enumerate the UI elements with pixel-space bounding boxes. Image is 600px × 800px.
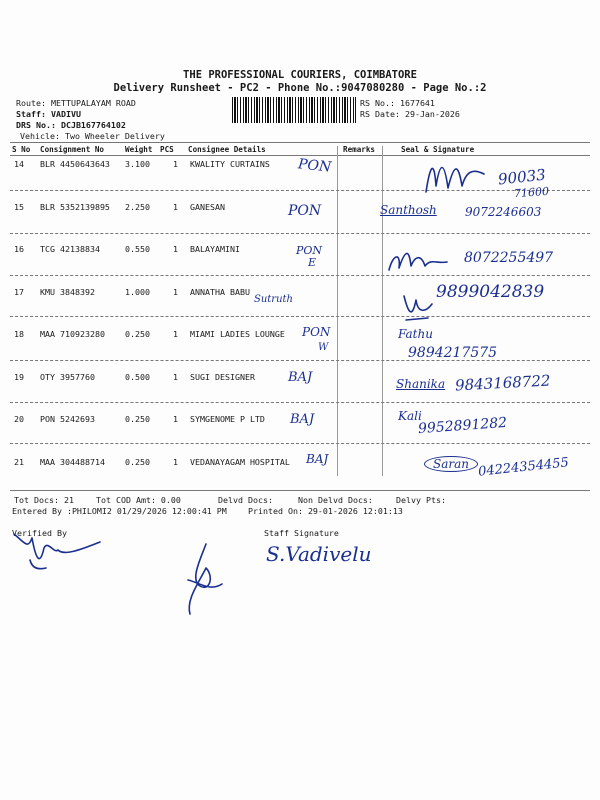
row-pcs: 1	[173, 287, 178, 297]
row-weight: 0.250	[125, 457, 150, 467]
runsheet-barcode	[232, 97, 356, 123]
vehicle: Vehicle: Two Wheeler Delivery	[20, 131, 165, 141]
staff-signature-label: Staff Signature	[264, 528, 339, 538]
row-weight: 1.000	[125, 287, 150, 297]
row-pcs: 1	[173, 244, 178, 254]
hw-r18-sign: Fathu	[398, 327, 433, 341]
hw-r18-phone: 9894217575	[408, 345, 498, 361]
row-pcs: 1	[173, 159, 178, 169]
delivered-docs: Delvd Docs:	[218, 495, 273, 505]
col-consignment: Consignment No	[40, 145, 105, 154]
non-delivered-docs: Non Delvd Docs:	[298, 495, 373, 505]
seal-divider	[382, 146, 383, 476]
verifier-signature	[10, 530, 106, 578]
total-docs: Tot Docs: 21	[14, 495, 74, 505]
row-sno: 17	[14, 287, 24, 297]
row-sno: 21	[14, 457, 24, 467]
col-pcs: PCS	[160, 145, 174, 154]
delivery-points: Delvy Pts:	[396, 495, 446, 505]
col-weight: Weight	[125, 145, 153, 154]
hw-r21-phone: 04224354455	[477, 455, 570, 480]
entered-by: Entered By :PHILOMI2 01/29/2026 12:00:41 PM	[12, 506, 227, 516]
hw-r19-phone: 9843168722	[454, 371, 551, 395]
col-sno: S No	[12, 145, 31, 154]
verified-by-label: Verified By	[12, 528, 67, 538]
row-sno: 14	[14, 159, 24, 169]
hw-r16-code: PON	[296, 244, 323, 257]
row-consignment: MAA 710923280	[40, 329, 105, 339]
row-consignment: MAA 304488714	[40, 457, 105, 467]
row-weight: 3.100	[125, 159, 150, 169]
row-consignee: KWALITY CURTAINS	[190, 159, 270, 169]
hw-r17-phone: 9899042839	[436, 282, 545, 302]
remarks-divider	[337, 146, 338, 476]
col-consignee: Consignee Details	[188, 145, 266, 154]
rs-number: RS No.: 1677641	[360, 98, 435, 108]
runsheet-subtitle: Delivery Runsheet - PC2 - Phone No.:9047080280 - Page No.:2	[113, 82, 487, 94]
row-pcs: 1	[173, 329, 178, 339]
row-consignment: KMU 3848392	[40, 287, 95, 297]
row-pcs: 1	[173, 457, 178, 467]
hw-r14-code: PON	[297, 156, 332, 176]
hw-r18-code: PON	[302, 325, 331, 339]
row-divider	[10, 402, 590, 403]
row-consignee: MIAMI LADIES LOUNGE	[190, 329, 285, 339]
drs-number: DRS No.: DCJB167764102	[16, 120, 126, 130]
hw-r15-sign: Santhosh	[380, 203, 437, 217]
row-sno: 18	[14, 329, 24, 339]
row-pcs: 1	[173, 414, 178, 424]
staff-signature: S.Vadivelu	[266, 542, 372, 566]
signature-r16	[385, 246, 457, 278]
row-consignment: TCG 42138834	[40, 244, 100, 254]
hw-r18-code2: W	[318, 342, 329, 353]
row-weight: 0.500	[125, 372, 150, 382]
hw-r19-sign: Shanika	[396, 377, 446, 391]
hw-r15-phone: 9072246603	[465, 205, 542, 219]
hw-r14-phone-a: 90033	[497, 165, 547, 189]
row-consignee: BALAYAMINI	[190, 244, 240, 254]
row-consignee: ANNATHA BABU	[190, 287, 250, 297]
row-divider	[10, 190, 590, 191]
staff: Staff: VADIVU	[16, 109, 81, 119]
hw-r15-code: PON	[288, 203, 322, 219]
row-consignee: SYMGENOME P LTD	[190, 414, 265, 424]
row-divider	[10, 360, 590, 361]
hw-r16-code2: E	[308, 256, 317, 269]
row-consignee: SUGI DESIGNER	[190, 372, 255, 382]
hw-r20-phone: 9952891282	[417, 414, 508, 438]
hw-r14-phone-b: 71600	[513, 184, 550, 201]
row-divider	[10, 275, 590, 276]
row-weight: 2.250	[125, 202, 150, 212]
rs-date: RS Date: 29-Jan-2026	[360, 109, 460, 119]
row-divider	[10, 443, 590, 444]
row-weight: 0.250	[125, 329, 150, 339]
row-consignee: VEDANAYAGAM HOSPITAL	[190, 457, 290, 467]
row-sno: 19	[14, 372, 24, 382]
row-consignment: PON 5242693	[40, 414, 95, 424]
hw-r21-code: BAJ	[306, 452, 329, 466]
hw-r20-code: BAJ	[290, 412, 315, 427]
hw-r16-phone: 8072255497	[464, 250, 554, 266]
hw-r17-name: Sutruth	[254, 294, 293, 305]
col-remarks: Remarks	[343, 145, 376, 154]
signature-r14	[420, 156, 490, 200]
staff-initial-signature	[176, 540, 236, 620]
row-weight: 0.250	[125, 414, 150, 424]
row-consignment: BLR 5352139895	[40, 202, 110, 212]
row-pcs: 1	[173, 202, 178, 212]
header-top-rule	[10, 142, 590, 143]
row-pcs: 1	[173, 372, 178, 382]
company-title: THE PROFESSIONAL COURIERS, COIMBATORE	[183, 69, 417, 81]
row-consignee: GANESAN	[190, 202, 225, 212]
row-consignment: OTY 3957760	[40, 372, 95, 382]
row-consignment: BLR 4450643643	[40, 159, 110, 169]
row-sno: 20	[14, 414, 24, 424]
hw-r21-sign: Saran	[424, 456, 478, 472]
col-seal-signature: Seal & Signature	[401, 145, 475, 154]
row-divider	[10, 233, 590, 234]
signature-r17	[398, 290, 438, 324]
row-sno: 16	[14, 244, 24, 254]
route: Route: METTUPALAYAM ROAD	[16, 98, 136, 108]
hw-r19-code: BAJ	[288, 370, 313, 385]
total-cod-amount: Tot COD Amt: 0.00	[96, 495, 181, 505]
footer-rule	[10, 490, 590, 491]
row-weight: 0.550	[125, 244, 150, 254]
printed-on: Printed On: 29-01-2026 12:01:13	[248, 506, 403, 516]
hw-r20-sign: Kali	[398, 409, 422, 423]
row-sno: 15	[14, 202, 24, 212]
row-divider	[10, 316, 590, 317]
